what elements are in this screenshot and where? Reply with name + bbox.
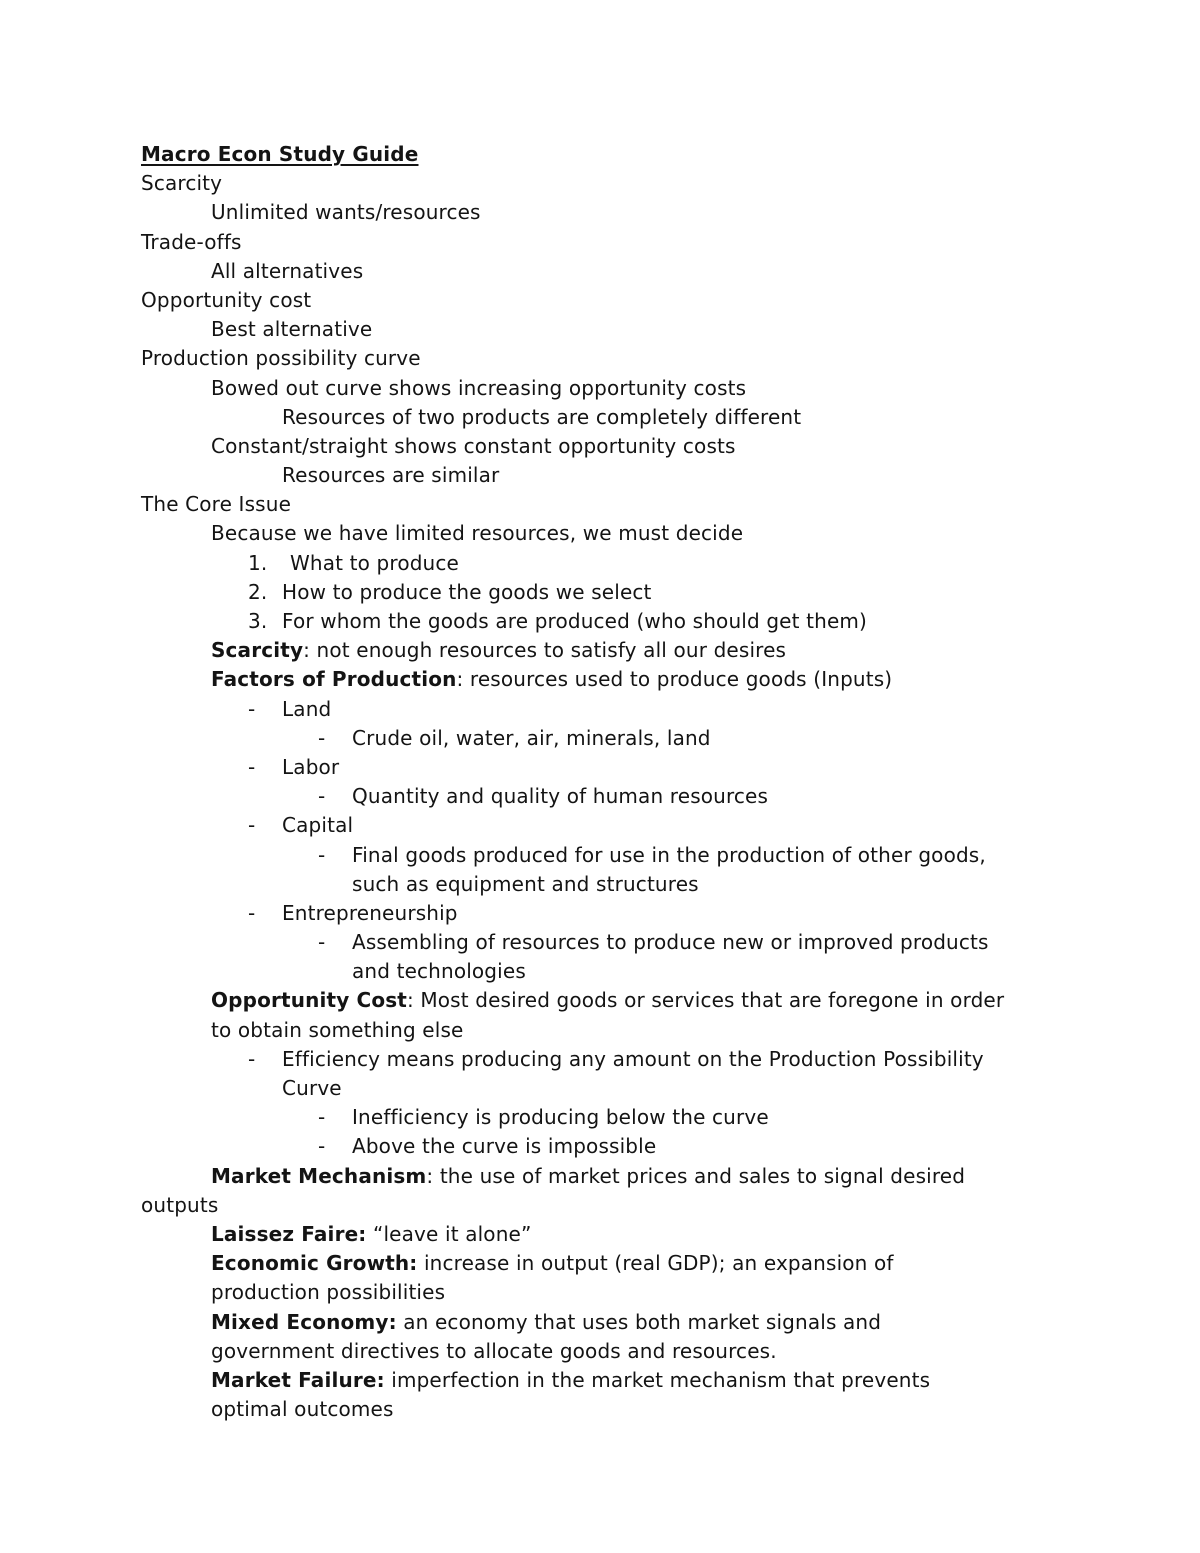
topic-ppc-constant: Constant/straight shows constant opportunity costs bbox=[211, 433, 736, 458]
definition-text: : not enough resources to satisfy all our desires bbox=[303, 638, 787, 663]
definition-term: Market Mechanism bbox=[211, 1163, 427, 1188]
factor-detail: Final goods produced for use in the production of other goods, bbox=[352, 842, 986, 867]
factor-label: Labor bbox=[282, 754, 340, 779]
factor-capital bbox=[0, 811, 1200, 840]
definition-term: Opportunity Cost bbox=[211, 988, 407, 1013]
dash-bullet: - bbox=[318, 725, 326, 750]
definition-market-mechanism-cont: outputs bbox=[141, 1192, 219, 1217]
definition-text: : the use of market prices and sales to signal desired bbox=[426, 1163, 966, 1188]
dash-bullet: - bbox=[318, 842, 326, 867]
definition-text: increase in output (real GDP); an expansion of bbox=[417, 1251, 894, 1276]
definition-market-mechanism bbox=[0, 1162, 1200, 1191]
factor-entrepreneurship bbox=[0, 899, 1200, 928]
list-item bbox=[0, 549, 1200, 578]
definition-laissez-faire bbox=[0, 1220, 1200, 1249]
factor-land bbox=[0, 695, 1200, 724]
factor-detail: Quantity and quality of human resources bbox=[352, 784, 769, 809]
dash-bullet: - bbox=[248, 754, 256, 779]
efficiency-item bbox=[0, 1045, 1200, 1074]
core-issue-heading: The Core Issue bbox=[141, 492, 292, 517]
list-item bbox=[0, 578, 1200, 607]
factor-label: Entrepreneurship bbox=[282, 900, 458, 925]
topic-opportunity-cost: Opportunity cost bbox=[141, 287, 312, 312]
list-item-text: What to produce bbox=[290, 550, 459, 575]
list-number: 1. bbox=[248, 550, 268, 575]
definition-scarcity bbox=[0, 636, 1200, 665]
definition-term: Economic Growth: bbox=[211, 1251, 418, 1276]
definition-market-failure bbox=[0, 1366, 1200, 1395]
definition-term: Scarcity bbox=[211, 638, 304, 663]
dash-bullet: - bbox=[248, 1046, 256, 1071]
factor-detail: Crude oil, water, air, minerals, land bbox=[352, 725, 711, 750]
factor-capital-detail-cont bbox=[0, 870, 1200, 899]
factor-land-detail bbox=[0, 724, 1200, 753]
definition-text: : Most desired goods or services that are foregone in order bbox=[406, 988, 1005, 1013]
inefficiency-item bbox=[0, 1103, 1200, 1132]
definition-text: imperfection in the market mechanism that prevents bbox=[384, 1367, 931, 1392]
dash-bullet: - bbox=[318, 930, 326, 955]
study-guide-document bbox=[0, 140, 1200, 1424]
impossible-text: Above the curve is impossible bbox=[352, 1134, 657, 1159]
definition-text: “leave it alone” bbox=[366, 1221, 532, 1246]
list-number: 2. bbox=[248, 579, 268, 604]
list-item-text: For whom the goods are produced (who should get them) bbox=[282, 609, 867, 633]
list-number: 3. bbox=[248, 609, 268, 633]
efficiency-text: Curve bbox=[282, 1076, 342, 1100]
definition-text: an economy that uses both market signals and bbox=[396, 1309, 882, 1334]
definition-text: : resources used to produce goods (Inputs) bbox=[456, 667, 893, 692]
factor-label: Land bbox=[282, 696, 332, 721]
factor-entrepreneurship-detail bbox=[0, 928, 1200, 957]
definition-market-failure-cont: optimal outcomes bbox=[211, 1397, 394, 1422]
inefficiency-text: Inefficiency is producing below the curve bbox=[352, 1105, 769, 1130]
dash-bullet: - bbox=[318, 1134, 326, 1159]
topic-opportunity-cost-detail: Best alternative bbox=[211, 317, 373, 342]
dash-bullet: - bbox=[318, 784, 326, 809]
factor-entrepreneurship-detail-cont bbox=[0, 957, 1200, 986]
topic-ppc-bowed: Bowed out curve shows increasing opportunity costs bbox=[211, 375, 747, 400]
efficiency-item-cont bbox=[0, 1074, 1200, 1103]
topic-ppc: Production possibility curve bbox=[141, 346, 421, 371]
factor-labor bbox=[0, 753, 1200, 782]
core-issue-intro: Because we have limited resources, we must decide bbox=[211, 521, 744, 546]
definition-term: Laissez Faire: bbox=[211, 1221, 367, 1246]
definition-opportunity-cost-cont: to obtain something else bbox=[211, 1017, 464, 1042]
dash-bullet: - bbox=[318, 1105, 326, 1130]
factor-labor-detail bbox=[0, 782, 1200, 811]
definition-economic-growth bbox=[0, 1249, 1200, 1278]
page-title: Macro Econ Study Guide bbox=[141, 142, 419, 166]
definition-mixed-economy-cont: government directives to allocate goods and resources. bbox=[211, 1338, 777, 1363]
dash-bullet: - bbox=[248, 696, 256, 721]
impossible-item bbox=[0, 1132, 1200, 1161]
definition-economic-growth-cont: production possibilities bbox=[211, 1280, 446, 1305]
topic-scarcity-detail: Unlimited wants/resources bbox=[211, 200, 481, 225]
factor-detail: such as equipment and structures bbox=[352, 871, 699, 896]
topic-scarcity: Scarcity bbox=[141, 171, 223, 196]
factor-capital-detail bbox=[0, 841, 1200, 870]
definition-term: Factors of Production bbox=[211, 667, 457, 692]
topic-tradeoffs-detail: All alternatives bbox=[211, 258, 364, 283]
definition-term: Mixed Economy: bbox=[211, 1309, 397, 1334]
definition-mixed-economy bbox=[0, 1308, 1200, 1337]
list-item-text: How to produce the goods we select bbox=[282, 579, 652, 604]
dash-bullet: - bbox=[248, 900, 256, 925]
definition-factors bbox=[0, 665, 1200, 694]
topic-ppc-bowed-detail: Resources of two products are completely different bbox=[282, 404, 802, 429]
efficiency-text: Efficiency means producing any amount on the Production Possibility bbox=[282, 1046, 984, 1071]
definition-term: Market Failure: bbox=[211, 1367, 385, 1392]
list-item bbox=[0, 607, 1200, 636]
definition-opportunity-cost bbox=[0, 986, 1200, 1015]
topic-tradeoffs: Trade-offs bbox=[141, 229, 242, 254]
factor-detail: Assembling of resources to produce new or improved products bbox=[352, 930, 989, 955]
dash-bullet: - bbox=[248, 813, 256, 838]
factor-detail: and technologies bbox=[352, 959, 526, 984]
topic-ppc-constant-detail: Resources are similar bbox=[282, 463, 500, 488]
factor-label: Capital bbox=[282, 813, 354, 838]
